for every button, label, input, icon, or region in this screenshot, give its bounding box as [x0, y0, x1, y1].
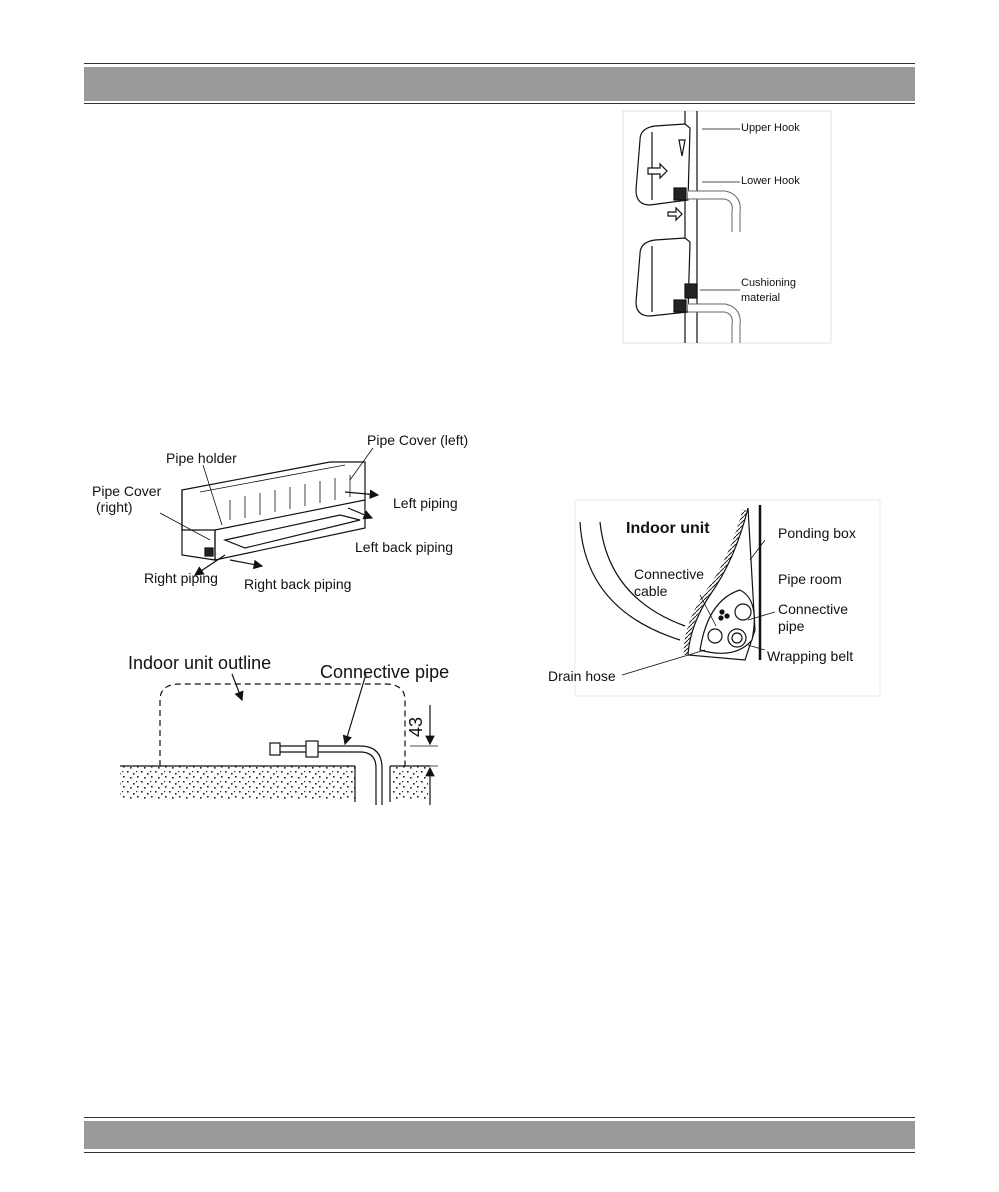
left-piping-label: Left piping [393, 495, 458, 511]
connective-cable-label-1: Connective [634, 566, 705, 582]
ponding-box-label: Ponding box [778, 525, 856, 541]
pipe-cover-left-label: Pipe Cover (left) [367, 432, 469, 448]
outline-figure [120, 674, 438, 805]
connective-pipe-label-1: Connective [778, 601, 849, 617]
hook-figure [623, 111, 831, 343]
indoor-unit-label: Indoor unit [626, 520, 710, 537]
left-back-piping-label: Left back piping [355, 539, 454, 555]
indoor-unit-outline-label: Indoor unit outline [128, 653, 272, 673]
upper-hook-label: Upper Hook [741, 122, 800, 134]
drain-hose-label: Drain hose [548, 668, 616, 684]
right-back-piping-label: Right back piping [244, 576, 352, 592]
pipe-cover-right-label-2: (right) [96, 499, 133, 515]
cushioning-label-2: material [741, 292, 781, 304]
connective-pipe-label: Connective pipe [320, 662, 450, 682]
connective-cable-label-2: cable [634, 583, 668, 599]
right-piping-label: Right piping [144, 570, 218, 586]
connective-pipe-label-2: pipe [778, 618, 805, 634]
wrapping-belt-label: Wrapping belt [767, 648, 854, 664]
dimension-43-label: 43 [406, 716, 427, 738]
pipe-room-label: Pipe room [778, 571, 842, 587]
lower-hook-label: Lower Hook [741, 175, 800, 187]
cushioning-label-1: Cushioning [741, 277, 797, 289]
unit-figure [160, 448, 378, 575]
pipe-cover-right-label-1: Pipe Cover [92, 483, 162, 499]
pipe-holder-label: Pipe holder [166, 450, 237, 466]
